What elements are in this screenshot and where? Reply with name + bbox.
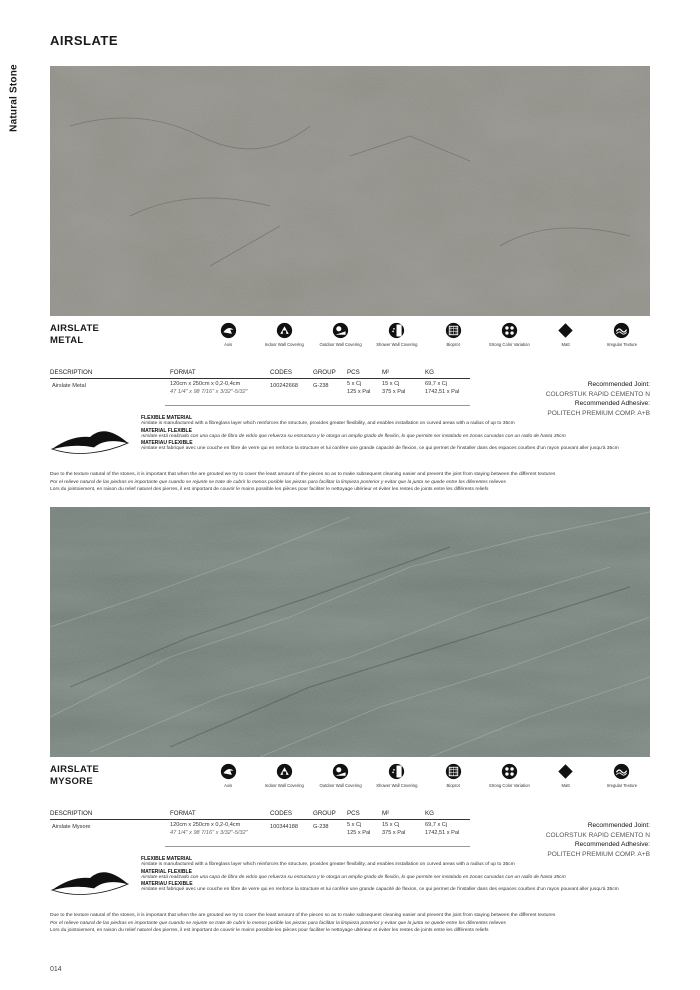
axis-feature [200,763,256,788]
outdoor-wall-feature [313,763,369,788]
format-cm: 120cm x 250cm x 0,2-0,4cm [170,822,241,828]
kg-pal: 1742,51 x Pal [425,829,460,836]
cell-format [170,381,248,396]
joint-value: COLORSTUK RAPID CEMENTO N [545,390,650,398]
cell-group: G-238 [313,383,329,389]
header-codes: CODES [270,810,293,817]
bioprot-icon [445,763,462,780]
spec-divider [165,405,470,406]
cell-format [170,822,248,837]
flex-text-en: Airslate is manufactured with a fibreglass layer which reinforces the structure, provides greater flexibility, and enables installation on curved areas with a radius of up to 35cm [141,421,515,427]
format-in: 47 1/4" x 98 7/16" x 3/32"-5/32" [170,829,248,836]
flex-text-fr: Airslate est fabriqué avec une couche en fibre de verre qui en renforce la structure et lui confère une grande capacité de flexion, ce qui permet de l'installer dans des espaces courbes d'un rayon pouvant aller jusqu'à 35cm [141,446,619,452]
icon-label: Axis [224,342,233,347]
product-name [50,323,99,347]
pcs-cj: 5 x Cj [347,822,362,828]
shower-wall-feature [369,763,425,788]
irregular-texture-feature [594,322,650,347]
indoor-wall-icon [276,322,293,339]
spec-row [50,822,470,844]
header-description: DESCRIPTION [50,810,93,817]
note-fr: Lors du jointoiement, en raison du relief naturel des pierres, il est important de couvrir le moins possible les pièces pour faciliter le nettoyage ultérieur et éviter les restes de joints entre les différents reliefs [50,928,489,934]
irregular-texture-icon [613,322,630,339]
irregular-texture-icon [613,763,630,780]
icon-label: Strong Color Variation [488,783,530,788]
pcs-cj: 5 x Cj [347,381,362,387]
irregular-texture-feature [594,763,650,788]
flexible-sheet-icon [50,862,130,896]
flex-title-en: FLEXIBLE MATERIAL [141,415,193,421]
outdoor-wall-icon [332,763,349,780]
joint-value: COLORSTUK RAPID CEMENTO N [545,831,650,839]
cell-m2 [382,822,405,837]
icon-label: Strong Color Variation [488,342,530,347]
header-group: GROUP [313,369,336,376]
flex-text-fr: Airslate est fabriqué avec une couche en fibre de verre qui en renforce la structure et lui confère une grande capacité de flexion, ce qui permet de l'installer dans des espaces courbes d'un rayon pouvant aller jusqu'à 35cm [141,887,619,893]
cell-kg [425,381,459,396]
icon-label: Indoor Wall Covering [264,342,304,347]
header-description: DESCRIPTION [50,369,93,376]
cell-description: Airslate Mysore [52,824,91,830]
note-en: Due to the texture natural of the stones, it is important that when the are grouted we try to cover the least amount of the pieces so as to make subsequent cleaning easier and prevent the joint from staying between the different textures [50,472,556,477]
flexible-material-info [141,856,661,894]
note-es: Por el relieve natural de las piedras es importante que cuando se rejunte se trate de cubrir lo menos posible las piezas para facilitar la limpieza posterior y evitar que la junta se quede entre los diferentes relieves [50,479,506,485]
axis-feature [200,322,256,347]
header-pcs: PCS [347,810,360,817]
adhesive-label: Recommended Adhesive: [574,841,650,848]
shower-wall-icon [388,763,405,780]
matt-feature [538,763,594,788]
pcs-pal: 125 x Pal [347,388,371,395]
outdoor-wall-feature [313,322,369,347]
icon-label: Matt [561,342,570,347]
kg-cj: 69,7 x Cj [425,822,448,828]
stone-texture-image [50,507,650,757]
header-m2: M² [382,810,390,817]
m2-pal: 375 x Pal [382,829,406,836]
outdoor-wall-icon [332,322,349,339]
feature-icons [200,763,650,803]
indoor-wall-feature [256,322,312,347]
bioprot-feature [425,763,481,788]
header-pcs: PCS [347,369,360,376]
cell-kg [425,822,459,837]
m2-pal: 375 x Pal [382,388,406,395]
product-name-line1: AIRSLATE [50,323,100,334]
icon-label: Axis [224,783,233,788]
spec-table-header [50,810,470,820]
recommendations [546,821,650,859]
color-variation-icon [501,763,518,780]
adhesive-value: POLITECH PREMIUM COMP. A+B [547,850,650,858]
icon-label: Irregular Texture [606,342,638,347]
flex-text-es: Airslate está realizado con una capa de fibra de vidrio que refuerza su estructura y le otorga un amplio grado de flexión, lo que permite ser instalado en zonas curvadas con un radio de hasta 35cm [141,433,566,439]
icon-label: Outdoor Wall Covering [319,783,362,788]
shower-wall-icon [388,322,405,339]
header-group: GROUP [313,810,336,817]
joint-label: Recommended Joint: [587,381,650,388]
matt-feature [538,322,594,347]
header-kg: KG [425,810,434,817]
m2-cj: 15 x Cj [382,822,400,828]
flex-title-fr: MATERIAU FLEXIBLE [141,440,193,447]
header-kg: KG [425,369,434,376]
page-number: 014 [50,966,62,973]
note-es: Por el relieve natural de las piedras es importante que cuando se rejunte se trate de cubrir lo menos posible las piezas para facilitar la limpieza posterior y evitar que la junta se quede entre los diferentes relieves [50,920,506,926]
flexible-sheet-icon [50,421,130,455]
matt-icon [557,322,574,339]
side-label [3,58,25,138]
icon-label: Bioprot [446,783,460,788]
icon-label: Outdoor Wall Covering [319,342,362,347]
cell-code: 100344188 [270,824,298,830]
icon-label: Bioprot [446,342,460,347]
flex-title-es: MATERIAL FLEXIBLE [141,427,192,434]
m2-cj: 15 x Cj [382,381,400,387]
icon-label: Irregular Texture [606,783,638,788]
cell-pcs [347,822,370,837]
spec-row [50,381,470,403]
format-cm: 120cm x 250cm x 0,2-0,4cm [170,381,241,387]
recommendations [546,380,650,418]
header-m2: M² [382,369,390,376]
note-fr: Lors du jointoiement, en raison du relief naturel des pierres, il est important de couvrir le moins possible les pièces pour faciliter le nettoyage ultérieur et éviter les restes de joints entre les différents reliefs [50,487,489,493]
icon-label: Shower Wall Covering [376,783,418,788]
shower-wall-feature [369,322,425,347]
stone-texture-image [50,66,650,316]
icon-label: Shower Wall Covering [376,342,418,347]
cell-code: 100242668 [270,383,298,389]
indoor-wall-feature [256,763,312,788]
product-name [50,764,99,788]
bioprot-feature [425,322,481,347]
flex-title-fr: MATERIAU FLEXIBLE [141,881,193,888]
feature-icons [200,322,650,362]
icon-label: Matt [561,783,570,788]
axis-icon [220,322,237,339]
flex-title-es: MATERIAL FLEXIBLE [141,868,192,875]
header-format: FORMAT [170,369,196,376]
spec-table-header [50,369,470,379]
adhesive-label: Recommended Adhesive: [574,400,650,407]
adhesive-value: POLITECH PREMIUM COMP. A+B [547,409,650,417]
indoor-wall-icon [276,763,293,780]
cell-group: G-238 [313,824,329,830]
kg-pal: 1742,51 x Pal [425,388,460,395]
cell-description: Airslate Metal [52,383,86,389]
cell-pcs [347,381,370,396]
product-name-line2: METAL [50,335,84,346]
grouting-note [50,912,660,935]
bioprot-icon [445,322,462,339]
grouting-note [50,471,660,494]
product-name-line2: MYSORE [50,776,93,787]
pcs-pal: 125 x Pal [347,829,371,836]
axis-icon [220,763,237,780]
color-variation-feature [481,322,537,347]
icon-label: Indoor Wall Covering [264,783,304,788]
product-photo [50,507,650,757]
format-in: 47 1/4" x 98 7/16" x 3/32"-5/32" [170,388,248,395]
matt-icon [557,763,574,780]
color-variation-icon [501,322,518,339]
kg-cj: 69,7 x Cj [425,381,448,387]
flex-title-en: FLEXIBLE MATERIAL [141,856,193,862]
flex-text-es: Airslate está realizado con una capa de fibra de vidrio que refuerza su estructura y le otorga un amplio grado de flexión, lo que permite ser instalado en zonas curvadas con un radio de hasta 35cm [141,874,566,880]
page-title: AIRSLATE [50,33,119,48]
product-name-line1: AIRSLATE [50,764,100,775]
joint-label: Recommended Joint: [587,822,650,829]
spec-divider [165,846,470,847]
side-label-text: Natural Stone [8,64,20,132]
note-en: Due to the texture natural of the stones, it is important that when the are grouted we try to cover the least amount of the pieces so as to make subsequent cleaning easier and prevent the joint from staying between the different textures [50,913,556,918]
product-photo [50,66,650,316]
header-format: FORMAT [170,810,196,817]
flex-text-en: Airslate is manufactured with a fibreglass layer which reinforces the structure, provides greater flexibility, and enables installation on curved areas with a radius of up to 35cm [141,862,515,868]
flexible-material-info [141,415,661,453]
cell-m2 [382,381,405,396]
header-codes: CODES [270,369,293,376]
color-variation-feature [481,763,537,788]
